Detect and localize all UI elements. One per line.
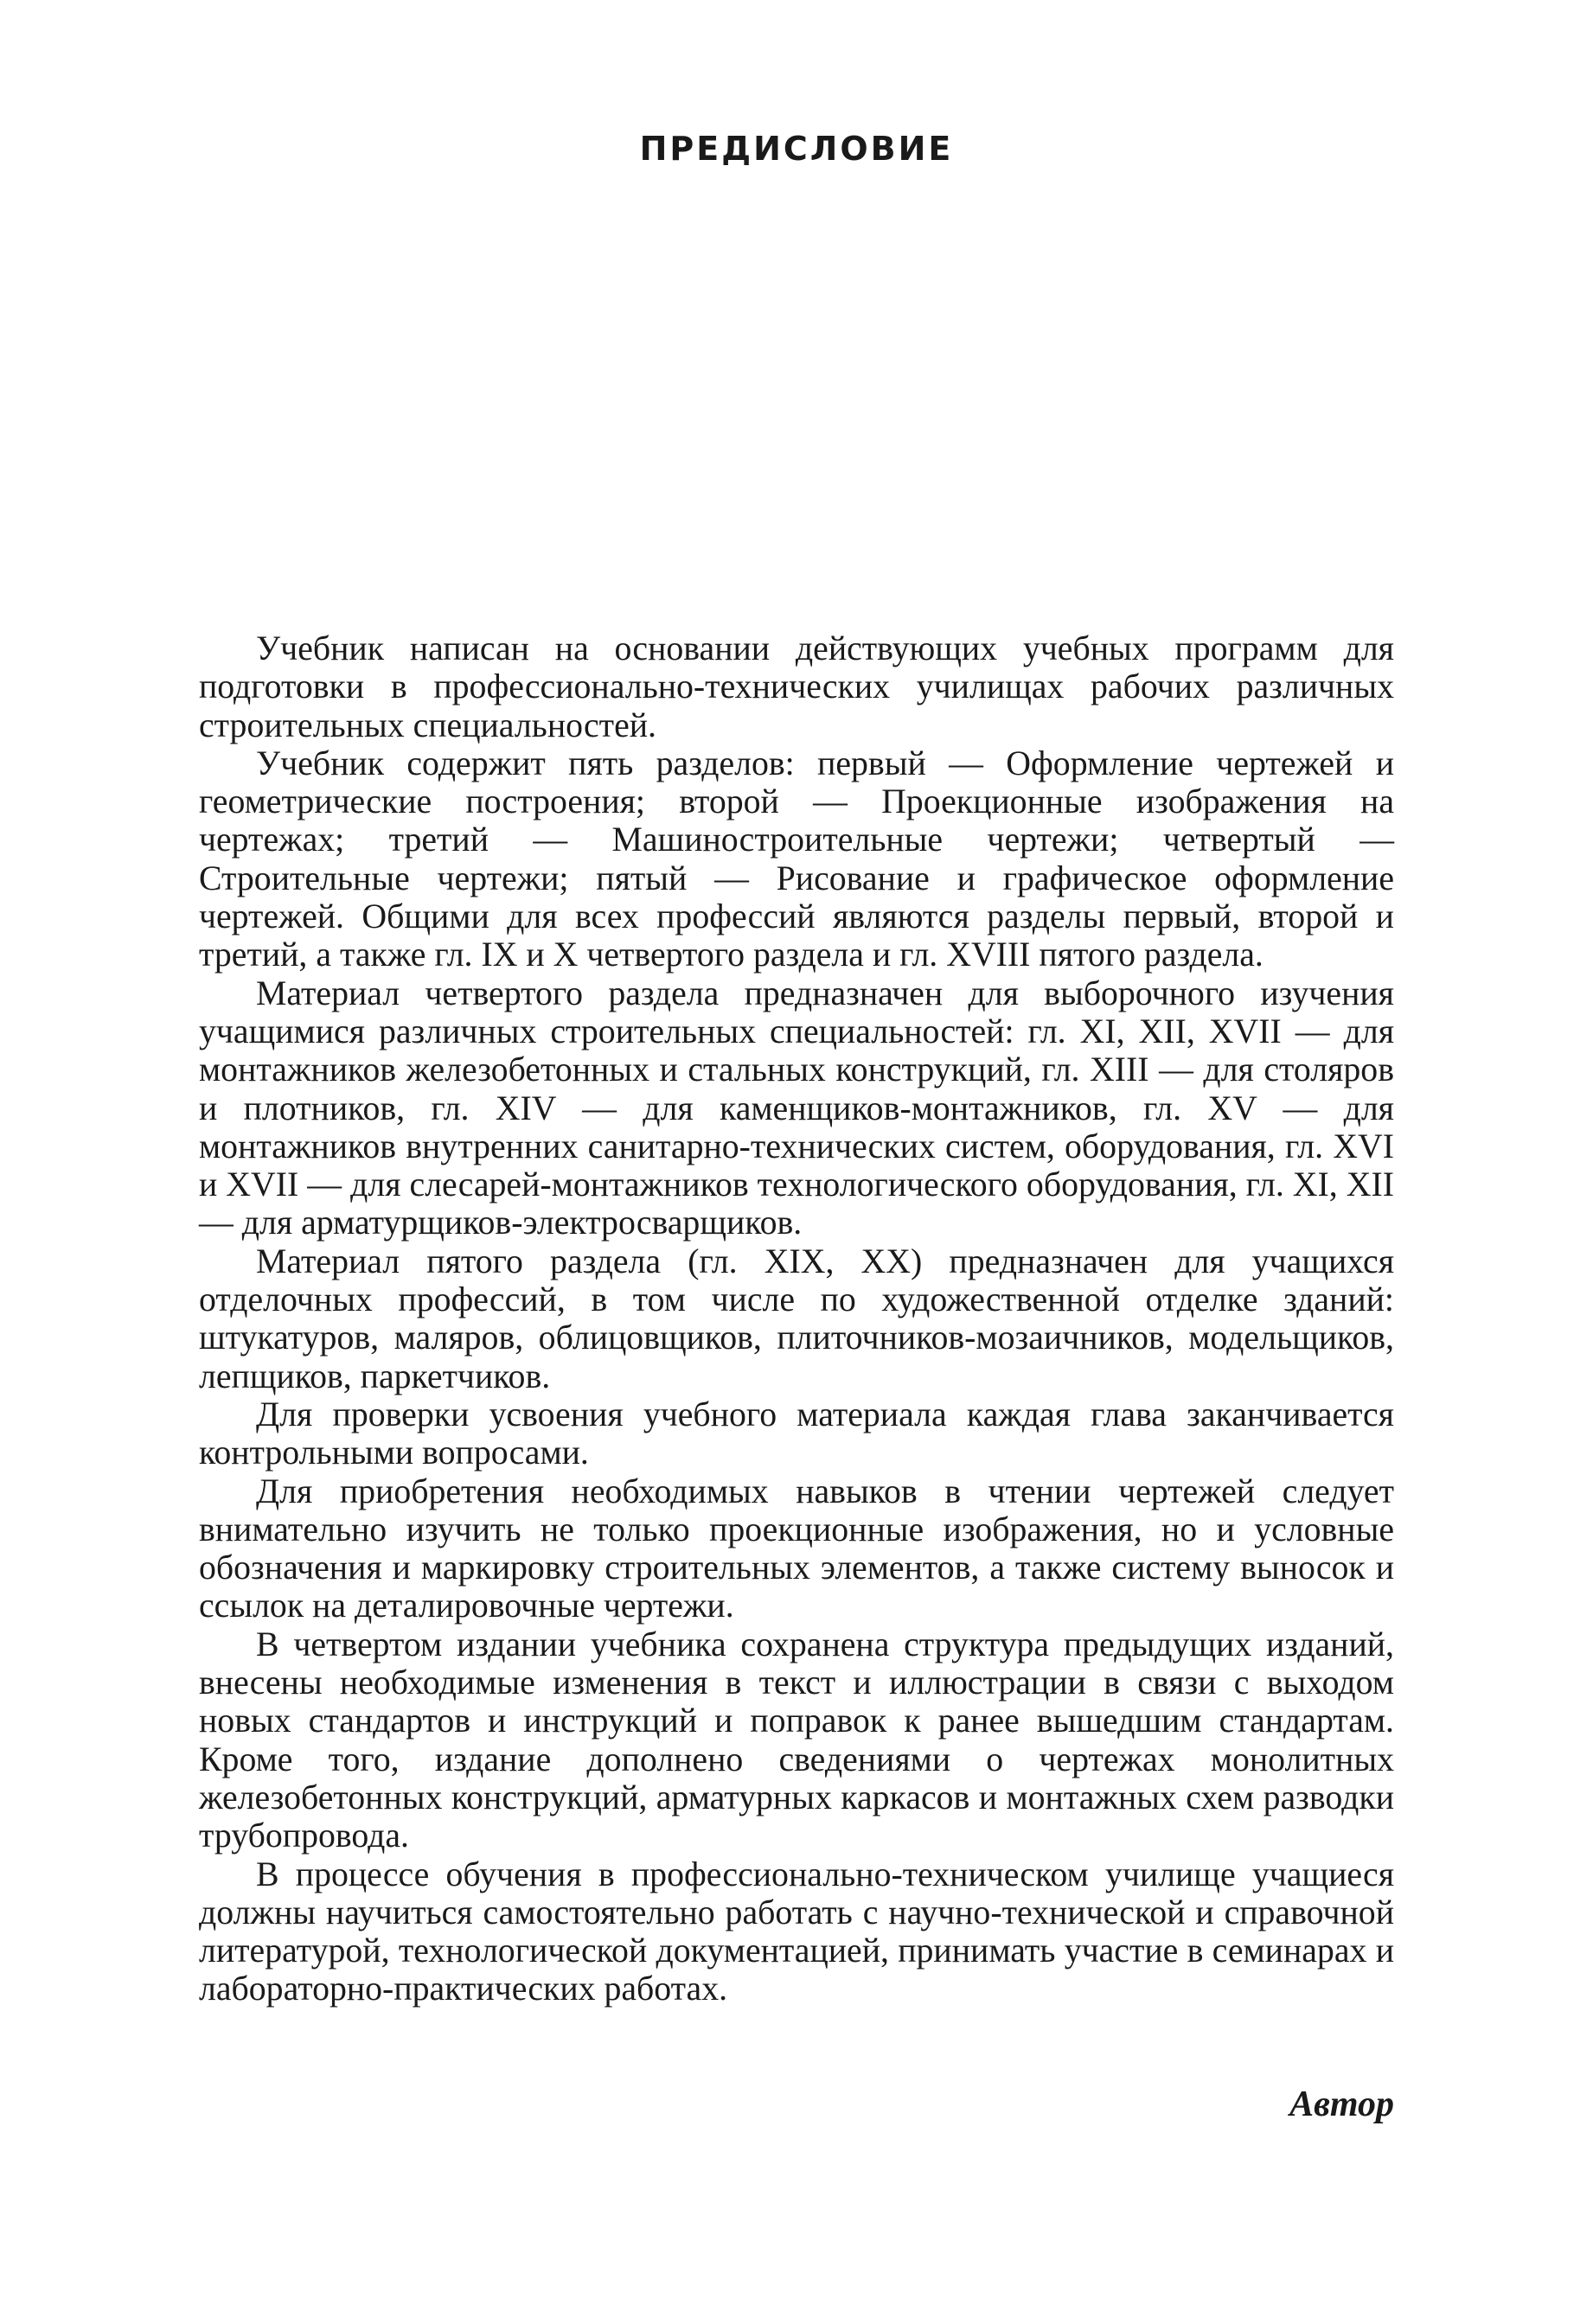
preface-body xyxy=(199,629,1394,2008)
page-title: ПРЕДИСЛОВИЕ xyxy=(639,130,954,168)
paragraph: Учебник содержит пять разделов: первый — Оформление чертежей и геометрические построения; второй — Проекционные изображения на чертежах; третий — Машиностроительные чертежи; четвертый — Строительные чертежи; пятый — Рисование и графическое оформление чертежей. Общими для всех профессий являются разделы первый, второй и третий, а также гл. IX и X четвертого раздела и гл. XVIII пятого раздела. xyxy=(199,744,1394,974)
paragraph: Учебник написан на основании действующих учебных программ для подготовки в профессионально-технических училищах рабочих различных строительных специальностей. xyxy=(199,629,1394,744)
paragraph: В четвертом издании учебника сохранена структура предыдущих изданий, внесены необходимые изменения в текст и иллюстрации в связи с выходом новых стандартов и инструкций и поправок к ранее вышедшим стандартам. Кроме того, издание дополнено сведениями о чертежах монолитных железобетонных конструкций, арматурных каркасов и монтажных схем разводки трубопровода. xyxy=(199,1625,1394,1855)
paragraph: Для проверки усвоения учебного материала каждая глава заканчивается контрольными вопросами. xyxy=(199,1395,1394,1472)
paragraph: Материал четвертого раздела предназначен для выборочного изучения учащимися различных строительных специальностей: гл. XI, XII, XVII — для монтажников железобетонных и стальных конструкций, гл. XIII — для столяров и плотников, гл. XIV — для каменщиков-монтажников, гл. XV — для монтажников внутренних санитарно-технических систем, оборудования, гл. XVI и XVII — для слесарей-монтажников технологического оборудования, гл. XI, XII — для арматурщиков-электросварщиков. xyxy=(199,974,1394,1242)
paragraph: В процессе обучения в профессионально-техническом училище учащиеся должны научиться самостоятельно работать с научно-технической и справочной литературой, технологической документацией, принимать участие в семинарах и лабораторно-практических работах. xyxy=(199,1855,1394,2008)
author-signature: Автор xyxy=(1289,2085,1394,2124)
paragraph: Для приобретения необходимых навыков в чтении чертежей следует внимательно изучить не только проекционные изображения, но и условные обозначения и маркировку строительных элементов, а также систему выносок и ссылок на деталировочные чертежи. xyxy=(199,1472,1394,1625)
paragraph: Материал пятого раздела (гл. XIX, XX) предназначен для учащихся отделочных профессий, в том числе по художественной отделке зданий: штукатуров, маляров, облицовщиков, плиточников-мозаичников, модельщиков, лепщиков, паркетчиков. xyxy=(199,1242,1394,1395)
